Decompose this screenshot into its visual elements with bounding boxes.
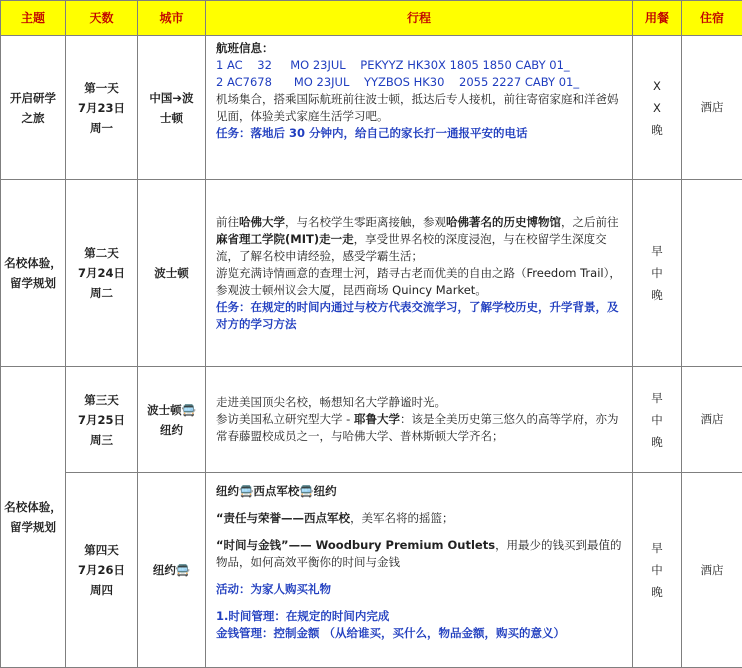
meals-cell (633, 36, 682, 180)
city-cell (138, 36, 206, 180)
theme-line: 名校体验， (1, 497, 65, 517)
meal-item: 晚 (633, 431, 681, 453)
stay-cell (682, 180, 742, 367)
meal-item: 晚 (633, 119, 681, 141)
text-run: ，之后前往 (561, 215, 619, 229)
city-line: 纽约 (138, 420, 205, 440)
text-run: ，用最少的钱买到最值的物品，如何高效平衡你的时间与金钱 (216, 538, 622, 569)
itinerary-desc: 机场集合，搭乘国际航班前往波士顿，抵达后专人接机，前往寄宿家庭和洋爸妈见面，体验美式家庭生活学习吧。 (216, 91, 624, 125)
meal-item: 早 (633, 537, 681, 559)
itinerary-cell (206, 473, 633, 668)
task-text: 金钱管理：控制金额 （从给谁买，买什么，物品金额，购买的意义） (216, 625, 624, 642)
flight-title: 航班信息： (216, 40, 624, 57)
text-run: 前往 (216, 215, 239, 229)
header-city: 城市 (138, 1, 206, 36)
city-line: 士顿 (138, 108, 205, 128)
meals-cell (633, 180, 682, 367)
itinerary-cell (206, 367, 633, 473)
highlight-westpoint: “责任与荣誉——西点军校 (216, 511, 350, 525)
theme-cell (1, 367, 66, 668)
header-row (1, 1, 742, 36)
header-itinerary: 行程 (206, 1, 633, 36)
stay-cell: 酒店 (682, 367, 742, 473)
table-row (1, 367, 742, 473)
city-line: 中国➔波 (138, 88, 205, 108)
text-run: ，享受世界名校的深度浸泡，与在校留学生深度交流，了解名校申请经验，感受学霸生活； (216, 232, 607, 263)
highlight-harvard: 哈佛大学 (239, 215, 285, 229)
itinerary-cell (206, 180, 633, 367)
theme-cell (1, 36, 66, 180)
day-weekday: 周四 (66, 580, 137, 600)
itinerary-para (216, 411, 624, 445)
theme-line: 留学规划 (1, 273, 65, 293)
itinerary-para (216, 510, 624, 527)
day-date: 7月23日 (66, 98, 137, 118)
day-weekday: 周三 (66, 430, 137, 450)
task-text: 1.时间管理：在规定的时间内完成 (216, 608, 624, 625)
day-label: 第四天 (66, 540, 137, 560)
stay-cell: 酒店 (682, 36, 742, 180)
text-run: 参访美国私立研究型大学 - (216, 412, 354, 426)
header-days: 天数 (66, 1, 138, 36)
meal-item: 早 (633, 240, 681, 262)
task-text: 任务：落地后 30 分钟内，给自己的家长打一通报平安的电话 (216, 125, 624, 142)
table-row (1, 180, 742, 367)
task-text: 任务：在规定的时间内通过与校方代表交流学习，了解学校历史，升学背景，及对方的学习方法 (216, 299, 624, 333)
day-cell (66, 473, 138, 668)
header-theme: 主题 (1, 1, 66, 36)
text-run: ：该是全美历史第三悠久的高等学府，亦为常春藤盟校成员之一，与哈佛大学、普林斯顿大学齐名； (216, 412, 618, 443)
flight-line: 1 AC 32 MO 23JUL PEKYYZ HK30X 1805 1850 CABY 01_ (216, 57, 624, 74)
meal-item: 晚 (633, 284, 681, 306)
day-cell (66, 36, 138, 180)
city-line: 波士顿🚍 (138, 400, 205, 420)
itinerary-para: 走进美国顶尖名校，畅想知名大学静谧时光。 (216, 394, 624, 411)
header-meals: 用餐 (633, 1, 682, 36)
day-weekday: 周二 (66, 283, 137, 303)
city-cell: 波士顿 (138, 180, 206, 367)
activity-text: 活动：为家人购买礼物 (216, 581, 624, 598)
city-cell (138, 367, 206, 473)
day-cell (66, 367, 138, 473)
meal-item: X (633, 97, 681, 119)
meals-cell (633, 367, 682, 473)
day-label: 第二天 (66, 243, 137, 263)
header-stay: 住宿 (682, 1, 742, 36)
day-label: 第一天 (66, 78, 137, 98)
itinerary-para (216, 537, 624, 571)
stay-cell: 酒店 (682, 473, 742, 668)
theme-line: 之旅 (1, 108, 65, 128)
day-weekday: 周一 (66, 118, 137, 138)
meal-item: X (633, 75, 681, 97)
meal-item: 晚 (633, 581, 681, 603)
highlight-museum: 哈佛著名的历史博物馆 (446, 215, 561, 229)
day-cell (66, 180, 138, 367)
theme-line: 名校体验， (1, 253, 65, 273)
day-date: 7月24日 (66, 263, 137, 283)
meal-item: 早 (633, 387, 681, 409)
table-row (1, 36, 742, 180)
itinerary-cell (206, 36, 633, 180)
day-date: 7月25日 (66, 410, 137, 430)
meal-item: 中 (633, 409, 681, 431)
route-title: 纽约🚍西点军校🚍纽约 (216, 483, 624, 500)
table-row (1, 473, 742, 668)
highlight-mit: 麻省理工学院(MIT)走一走 (216, 232, 354, 246)
theme-line: 开启研学 (1, 88, 65, 108)
text-run: ，与名校学生零距离接触，参观 (285, 215, 446, 229)
text-run: ，美军名将的摇篮； (350, 511, 454, 525)
highlight-yale: 耶鲁大学 (354, 412, 400, 426)
highlight-outlets: “时间与金钱”—— Woodbury Premium Outlets (216, 538, 495, 552)
flight-line: 2 AC7678 MO 23JUL YYZBOS HK30 2055 2227 CABY 01_ (216, 74, 624, 91)
day-date: 7月26日 (66, 560, 137, 580)
itinerary-para (216, 214, 624, 265)
city-cell: 纽约🚍 (138, 473, 206, 668)
meal-item: 中 (633, 262, 681, 284)
day-label: 第三天 (66, 390, 137, 410)
itinerary-para: 游览充满诗情画意的查理士河，踏寻古老而优美的自由之路（Freedom Trail），参观波士顿州议会大厦，昆西商场 Quincy Market。 (216, 265, 624, 299)
meals-cell (633, 473, 682, 668)
theme-cell (1, 180, 66, 367)
theme-line: 留学规划 (1, 517, 65, 537)
meal-item: 中 (633, 559, 681, 581)
